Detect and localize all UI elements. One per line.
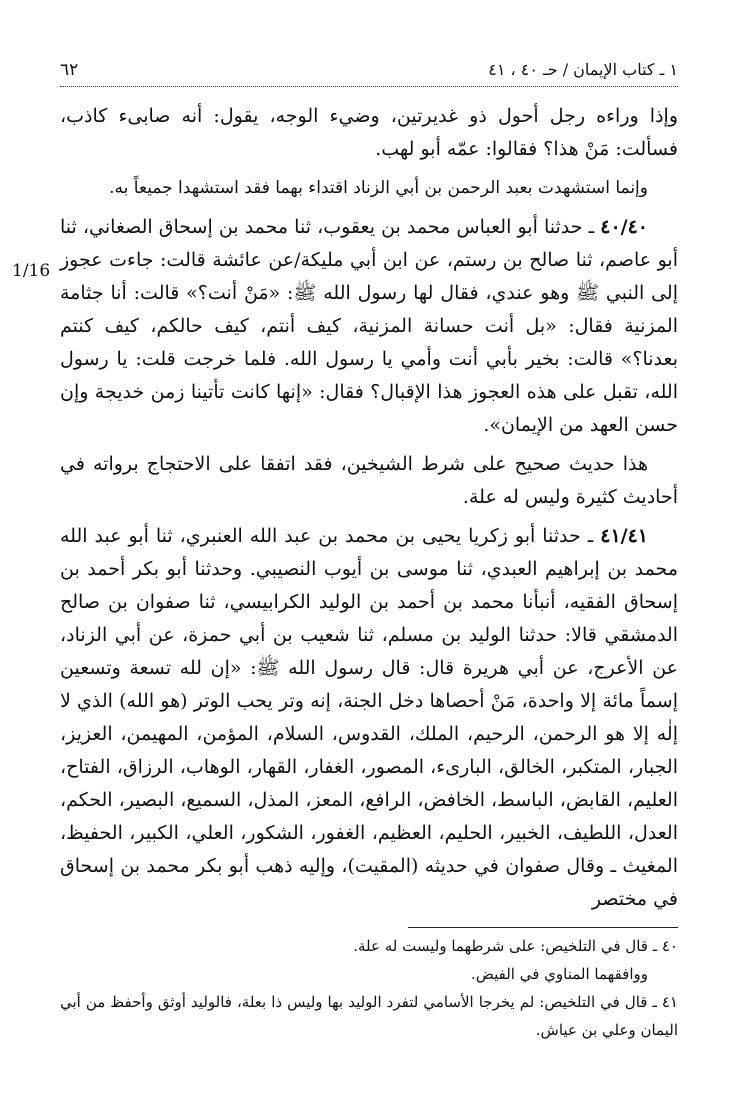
page-number: ٦٢	[60, 60, 79, 80]
paragraph-narrative: وإذا وراءه رجل أحول ذو غديرتين، وضيء الوجه، يقول: أنه صابىء كاذب، فسألت: مَنْ هذا؟ فقالوا: عمّه أبو لهب.	[60, 105, 678, 160]
main-text	[60, 100, 678, 916]
paragraph-grading: هذا حديث صحيح على شرط الشيخين، فقد اتفقا على الاحتجاج برواته في أحاديث كثيرة وليس له علة.	[60, 453, 678, 508]
hadith-40	[60, 211, 678, 442]
hadith-41	[60, 520, 678, 916]
running-title: ١ ـ كتاب الإيمان / حـ ٤٠ ، ٤١	[488, 60, 678, 79]
footnote-41: ٤١ ـ قال في التلخيص: لم يخرجا الأسامي لتفرد الوليد بها وليس ذا بعلة، فالوليد أوثق وأحفظ من أبي اليمان وعلي بن عياش.	[60, 993, 678, 1039]
footnote-divider	[408, 927, 678, 928]
margin-reference: 1/16	[12, 261, 51, 281]
hadith-40-number: ٤٠/٤٠	[600, 216, 648, 238]
footnote-40-continued: ووافقهما المناوي في الفيض.	[470, 965, 648, 983]
footnotes	[60, 932, 678, 1044]
hadith-40-text: ـ حدثنا أبو العباس محمد بن يعقوب، ثنا محمد بن إسحاق الصغاني، ثنا أبو عاصم، ثنا صالح بن رستم، عن ابن أبي مليكة/عن عائشة قالت: جاءت عجوز إلى النبي ﷺ وهو عندي، فقال لها رسول الله ﷺ: «مَنْ أنت؟» قالت: أنا جثامة المزنية فقال: «بل أنت حسانة المزنية، كيف أنتم، كيف حالكم، كيف كنتم بعدنا؟» قالت: بخير بأبي أنت وأمي يا رسول الله. فلما خرجت قلت: يا رسول الله، تقبل على هذه العجوز هذا الإقبال؟ فقال: «إنها كانت تأتينا زمن خديجة وإن حسن العهد من الإيمان».	[60, 216, 678, 436]
paragraph-author-note: وإنما استشهدت بعبد الرحمن بن أبي الزناد اقتداء بهما فقد استشهدا جميعاً به.	[109, 178, 648, 198]
hadith-41-number: ٤١/٤١	[600, 525, 648, 547]
running-header	[60, 60, 678, 87]
hadith-41-text: ـ حدثنا أبو زكريا يحيى بن محمد بن عبد الله العنبري، ثنا أبو عبد الله محمد بن إبراهيم العبدي، ثنا موسى بن أيوب النصيبي. وحدثنا أبو بكر أحمد بن إسحاق الفقيه، أنبأنا محمد بن أحمد بن الوليد الكرابيسي، ثنا صفوان بن صالح الدمشقي قالا: حدثنا الوليد بن مسلم، ثنا شعيب بن أبي حمزة، عن أبي الزناد، عن الأعرج، عن أبي هريرة قال: قال رسول الله ﷺ: «إن لله تسعة وتسعين إسماً مائة إلا واحدة، مَنْ أحصاها دخل الجنة، إنه وتر يحب الوتر (هو الله) الذي لا إلٰه إلا هو الرحمن، الرحيم، الملك، القدوس، السلام، المؤمن، المهيمن، العزيز، الجبار، المتكبر، الخالق، البارىء، المصور، الغفار، القهار، الوهاب، الرزاق، الفتاح، العليم، القابض، الباسط، الخافض، الرافع، المعز، المذل، السميع، البصير، الحكم، العدل، اللطيف، الخبير، الحليم، العظيم، الغفور، الشكور، العلي، الكبير، الحفيظ، المغيث ـ وقال صفوان في حديثه (المقيت)، وإليه ذهب أبو بكر محمد بن إسحاق في مختصر	[59, 525, 678, 910]
footnote-40: ٤٠ ـ قال في التلخيص: على شرطهما وليست له علة.	[353, 937, 678, 955]
